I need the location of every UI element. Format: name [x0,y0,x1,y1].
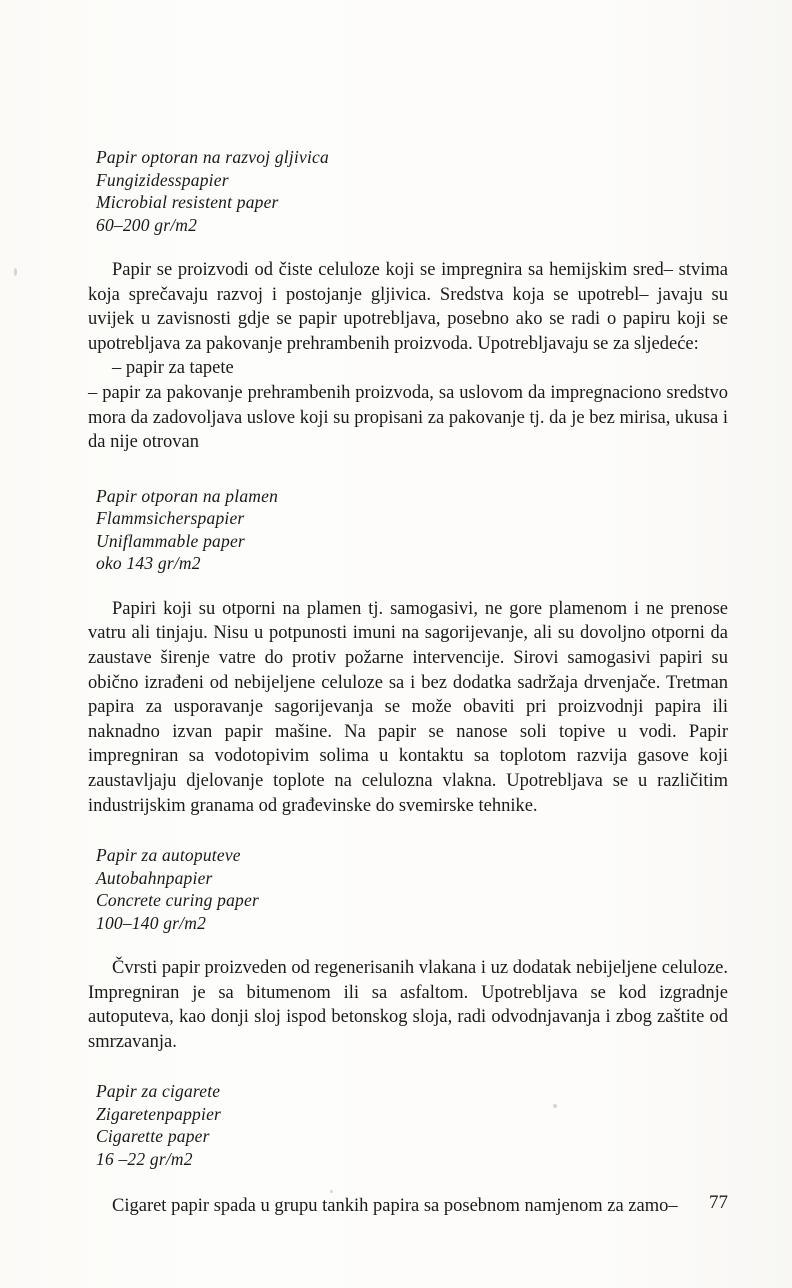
heading-line: Zigaretenpappier [96,1103,222,1124]
page-body [88,146,728,1219]
heading-line: Papir za cigarete [96,1081,221,1102]
body-paragraph: Cigaret papir spada u grupu tankih papira sa posebnom namjenom za zamo– [112,1196,678,1217]
body-paragraph: Papir se proizvodi od čiste celuloze koji se impregnira sa hemijskim sred– stvima koja sprečavaju razvoj i postojanje gljivica. Sredstva koja se upotrebl– javaju su uvijek u zavisnosti gdje se papir upotrebljava, posebno ako se radi o papiru koji se upotrebljava za pakovanje prehrambenih proizvoda. Upotrebljavaju se za sljedeće: [88,260,728,354]
heading-line: Papir otporan na plamen [96,485,279,506]
section-heading [96,146,728,236]
section-heading [96,485,728,575]
heading-line: oko 143 gr/m2 [96,553,201,574]
heading-line: Papir za autoputeve [96,845,241,866]
heading-line: Uniflammable paper [96,530,245,551]
heading-line: Fungizidesspapier [96,169,229,190]
heading-line: 60–200 gr/m2 [96,214,198,235]
heading-line: Flammsicherspapier [96,508,245,529]
heading-line: Microbial resistent paper [96,192,279,212]
section-heading [96,1080,728,1170]
page-number: 77 [709,1192,728,1213]
heading-line: Concrete curing paper [96,890,259,911]
section-heading [96,844,728,934]
list-item: – papir za pakovanje prehrambenih proizvoda, sa uslovom da impregnaciono sredstvo mora da zadovoljava uslove koji su propisani za pakovanje tj. da je bez mirisa, ukusa i da nije otrovan [88,382,728,453]
heading-line: Autobahnpapier [96,867,213,888]
list-item: – papir za tapete [112,358,234,379]
body-paragraph: Čvrsti papir proizveden od regenerisanih vlakana i uz dodatak nebijeljene celuloze. Impregniran je sa bitumenom ili sa asfaltom. Upotrebljava se kod izgradnje autoputeva, kao donji sloj ispod betonskog sloja, radi odvodnjavanja i zbog zaštite od smrzavanja. [88,958,728,1052]
heading-line: Cigarette paper [96,1126,210,1147]
body-paragraph: Papiri koji su otporni na plamen tj. samogasivi, ne gore plamenom i ne prenose vatru ali tinjaju. Nisu u potpunosti imuni na sagorijevanje, ali su dovoljno otporni da zaustave širenje vatre do protiv požarne intervencije. Sirovi samogasivi papiri su obično izrađeni od nebijeljene celuloze sa i bez dodatka sadržaja drvenjače. Tretman papira za usporavanje sagorijevanja se može obaviti pri proizvodnji papira ili naknadno izvan papir mašine. Na papir se nanose soli topive u vodi. Papir impregniran sa vodotopivim solima u kontaktu sa toplotom razvija gasove koji zaustavljaju djelovanje toplote na celulozna vlakna. Upotrebljava se u različitim industrijskim granama od građevinske do svemirske tehnike. [88,598,728,816]
heading-line: 100–140 gr/m2 [96,912,207,933]
heading-line: 16 –22 gr/m2 [96,1148,193,1169]
heading-line: Papir optoran na razvoj gljivica [96,147,329,167]
